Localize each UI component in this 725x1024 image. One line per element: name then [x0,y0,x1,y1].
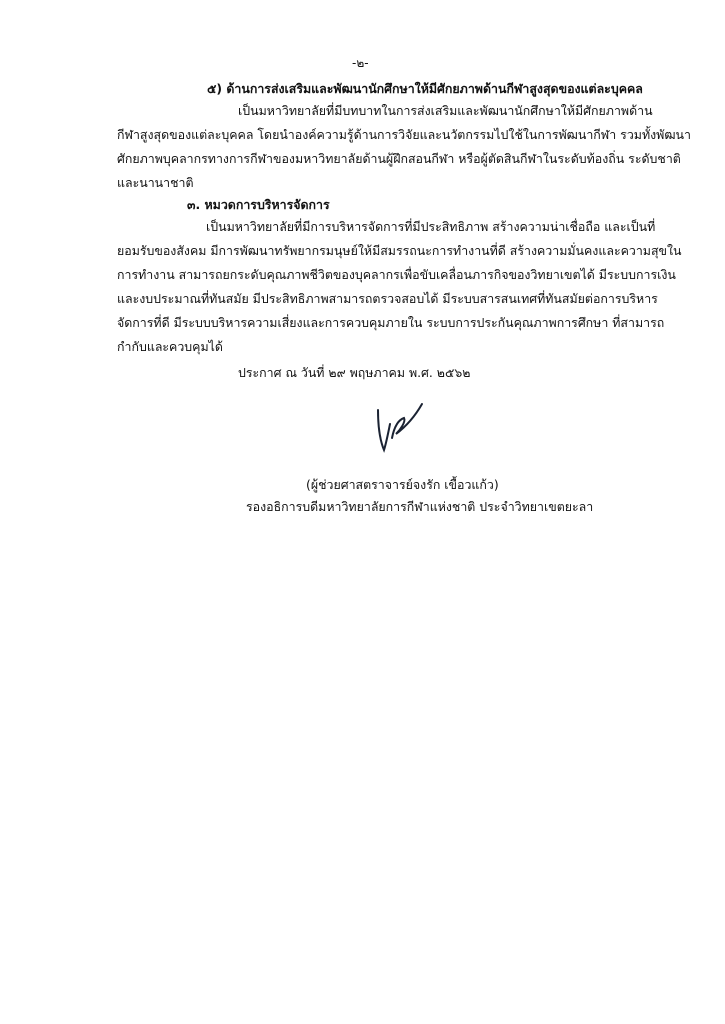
section-3-line-2: ยอมรับของสังคม มีการพัฒนาทรัพยากรมนุษย์ให้มีสมรรถนะการทำงานที่ดี สร้างความมั่นคงและความสุขใน [117,243,682,258]
section-5-heading: ๕) ด้านการส่งเสริมและพัฒนานักศึกษาให้มีศักยภาพด้านกีฬาสูงสุดของแต่ละบุคคล [207,81,643,96]
section-5-line-1: เป็นมหาวิทยาลัยที่มีบทบาทในการส่งเสริมและพัฒนานักศึกษาให้มีศักยภาพด้าน [238,103,653,118]
section-3-line-5: จัดการที่ดี มีระบบบริหารความเสี่ยงและการควบคุมภายใน ระบบการประกันคุณภาพการศึกษา ที่สามารถ [117,315,665,330]
section-3-line-4: และงบประมาณที่ทันสมัย มีประสิทธิภาพสามารถตรวจสอบได้ มีระบบสารสนเทศที่ทันสมัยต่อการบริหาร [117,291,658,306]
section-3-line-1: เป็นมหาวิทยาลัยที่มีการบริหารจัดการที่มีประสิทธิภาพ สร้างความน่าเชื่อถือ และเป็นที่ [206,219,656,234]
signatory-name: (ผู้ช่วยศาสตราจารย์จงรัก เขื้อวแก้ว) [306,477,499,492]
signatory-title: รองอธิการบดีมหาวิทยาลัยการกีฬาแห่งชาติ ประจำวิทยาเขตยะลา [246,499,594,514]
section-3-heading: ๓. หมวดการบริหารจัดการ [187,197,330,212]
section-5-line-3: ศักยภาพบุคลากรทางการกีฬาของมหาวิทยาลัยด้านผู้ฝึกสอนกีฬา หรือผู้ตัดสินกีฬาในระดับท้องถิ่น ระดับชาติ [117,151,681,166]
page-number: -๒- [352,56,369,70]
announcement-date: ประกาศ ณ วันที่ ๒๙ พฤษภาคม พ.ศ. ๒๕๖๒ [238,365,471,380]
section-3-line-6: กำกับและควบคุมได้ [117,339,223,354]
section-5-line-2: กีฬาสูงสุดของแต่ละบุคคล โดยนำองค์ความรู้ด้านการวิจัยและนวัตกรรมไปใช้ในการพัฒนากีฬา รวมทั้งพัฒนา [117,127,691,142]
section-3-line-3: การทำงาน สามารถยกระดับคุณภาพชีวิตของบุคลากรเพื่อขับเคลื่อนภารกิจของวิทยาเขตได้ มีระบบการเงิน [117,267,676,282]
section-5-line-4: และนานาชาติ [117,175,194,190]
signature-icon [370,398,432,460]
